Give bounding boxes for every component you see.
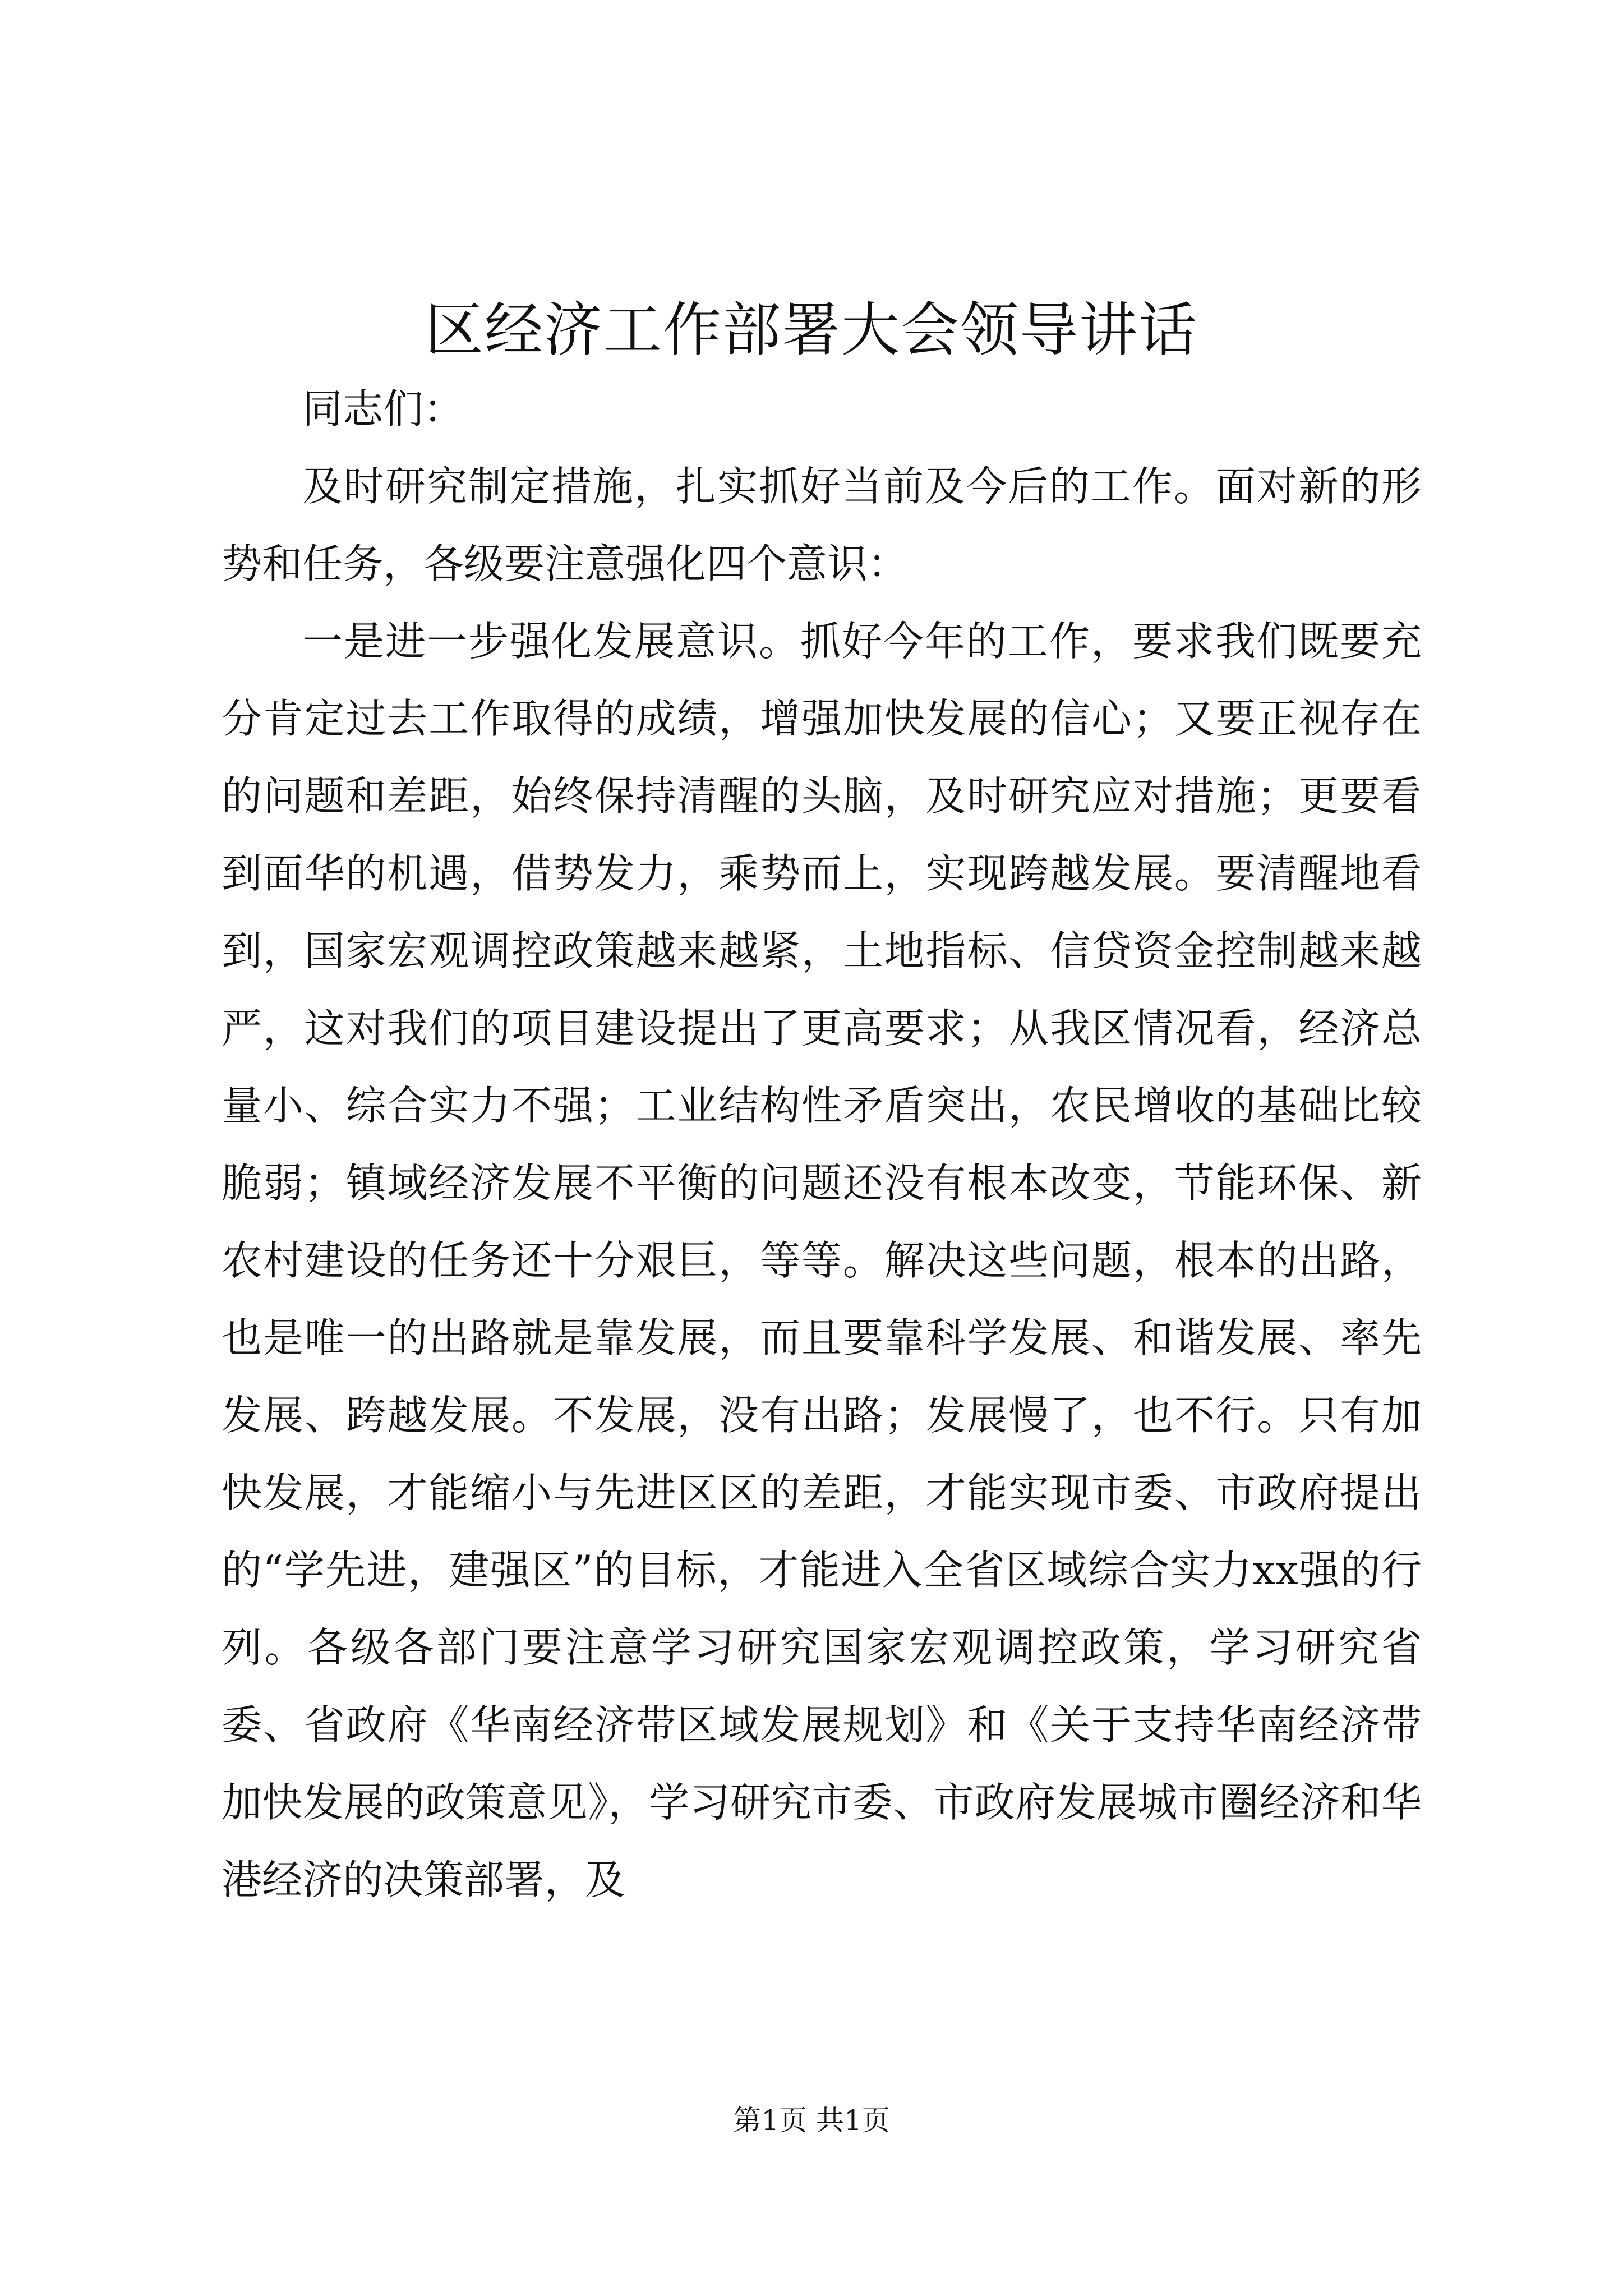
intro-paragraph: 及时研究制定措施，扎实抓好当前及今后的工作。面对新的形势和任务，各级要注意强化四个意识： — [222, 463, 1422, 587]
document-title: 区经济工作部署大会领导讲话 — [425, 296, 1198, 364]
page-footer: 第1页 共1页 — [733, 2104, 890, 2137]
document-body — [222, 370, 1422, 1918]
development-awareness-paragraph: 一是进一步强化发展意识。抓好今年的工作，要求我们既要充分肯定过去工作取得的成绩，增强加快发展的信心；又要正视存在的问题和差距，始终保持清醒的头脑，及时研究应对措施；更要看到面华的机遇，借势发力，乘势而上，实现跨越发展。要清醒地看到，国家宏观调控政策越来越紧，土地指标、信贷资金控制越来越严，这对我们的项目建设提出了更高要求；从我区情况看，经济总量小、综合实力不强；工业结构性矛盾突出，农民增收的基础比较脆弱；镇域经济发展不平衡的问题还没有根本改变，节能环保、新农村建设的任务还十分艰巨，等等。解决这些问题，根本的出路，也是唯一的出路就是靠发展，而且要靠科学发展、和谐发展、率先发展、跨越发展。不发展，没有出路；发展慢了，也不行。只有加快发展，才能缩小与先进区区的差距，才能实现市委、市政府提出的“学先进，建强区”的目标，才能进入全省区域综合实力xx强的行列。各级各部门要注意学习研究国家宏观调控政策，学习研究省委、省政府《华南经济带区域发展规划》和《关于支持华南经济带加快发展的政策意见》，学习研究市委、市政府发展城市圈经济和华港经济的决策部署，及 — [222, 618, 1422, 1903]
salutation-paragraph: 同志们： — [302, 385, 464, 432]
